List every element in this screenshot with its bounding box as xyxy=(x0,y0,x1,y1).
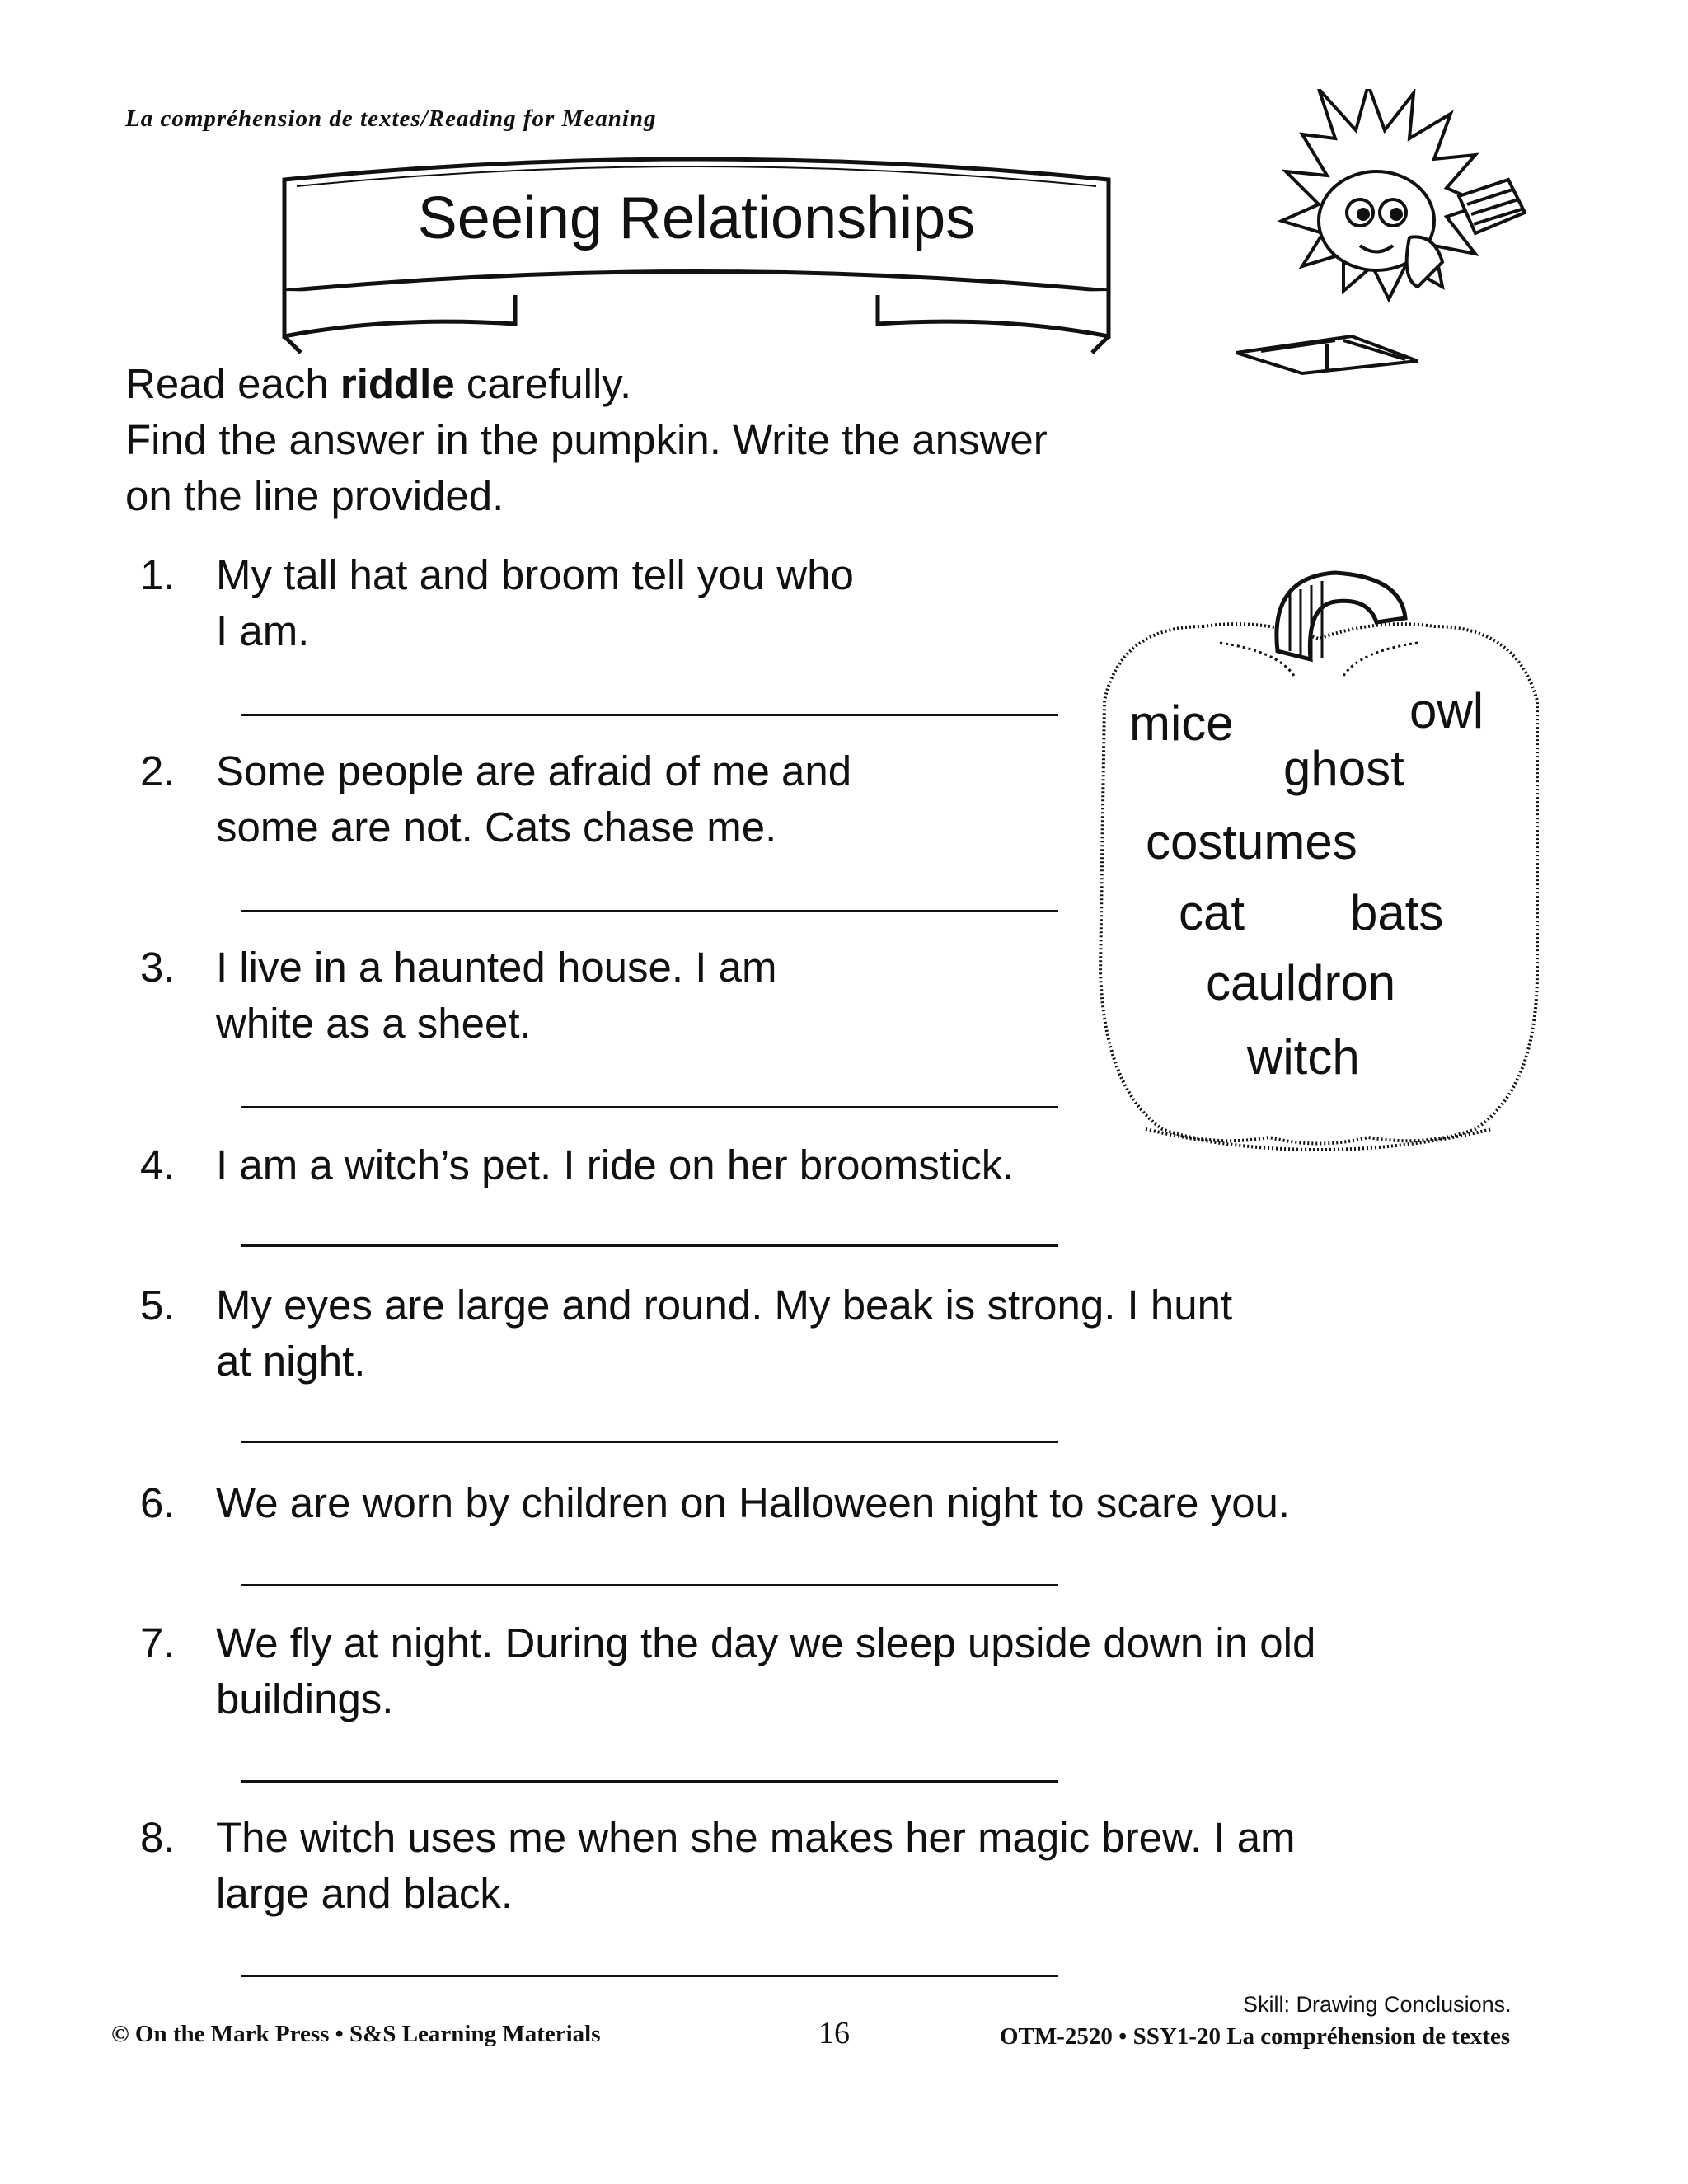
instructions-line1-post: carefully. xyxy=(454,360,632,407)
page-title: Seeing Relationships xyxy=(417,185,976,251)
instructions-line1-pre: Read each xyxy=(125,360,340,407)
question-text: My eyes are large and round. My beak is strong. I hunt at night. xyxy=(216,1282,1233,1385)
instructions xyxy=(125,356,1197,524)
word-owl: owl xyxy=(1409,683,1484,738)
header-label: La compréhension de textes/Reading for Meaning xyxy=(125,105,657,132)
reading-kid-mascot-icon xyxy=(1212,89,1558,377)
word-costumes: costumes xyxy=(1146,814,1357,869)
page-number: 16 xyxy=(818,2016,850,2050)
question-1 xyxy=(140,547,854,659)
question-text: The witch uses me when she makes her magic brew. I am large and black. xyxy=(216,1814,1296,1917)
answer-line-7[interactable] xyxy=(241,1780,1058,1783)
question-text: I am a witch’s pet. I ride on her broomstick. xyxy=(216,1141,1015,1188)
question-number: 8. xyxy=(140,1814,176,1861)
question-4 xyxy=(140,1137,1014,1193)
question-6 xyxy=(140,1475,1290,1531)
question-text: We fly at night. During the day we sleep upside down in old buildings. xyxy=(216,1619,1316,1722)
word-witch: witch xyxy=(1247,1029,1360,1085)
question-number: 5. xyxy=(140,1282,176,1329)
word-cat: cat xyxy=(1179,885,1245,940)
question-number: 7. xyxy=(140,1619,176,1666)
footer-code: OTM-2520 • SSY1-20 La compréhension de textes xyxy=(1000,2023,1511,2050)
question-number: 3. xyxy=(140,944,176,991)
word-ghost: ghost xyxy=(1283,741,1404,796)
question-number: 2. xyxy=(140,748,176,794)
instructions-keyword: riddle xyxy=(340,360,455,407)
question-number: 1. xyxy=(140,551,176,598)
question-7 xyxy=(140,1615,1315,1727)
footer-publisher: © On the Mark Press • S&S Learning Materials xyxy=(111,2021,601,2047)
instructions-line2: Find the answer in the pumpkin. Write the answer xyxy=(125,416,1048,463)
answer-line-4[interactable] xyxy=(241,1244,1058,1247)
answer-line-3[interactable] xyxy=(241,1106,1058,1108)
question-text: We are worn by children on Halloween night to scare you. xyxy=(216,1479,1291,1526)
question-8 xyxy=(140,1810,1296,1922)
answer-line-2[interactable] xyxy=(241,910,1058,912)
footer-skill: Skill: Drawing Conclusions. xyxy=(1243,1992,1512,2017)
question-2 xyxy=(140,743,851,855)
answer-line-6[interactable] xyxy=(241,1584,1058,1586)
answer-line-8[interactable] xyxy=(241,1975,1058,1977)
word-cauldron: cauldron xyxy=(1206,955,1396,1010)
word-mice: mice xyxy=(1129,696,1234,751)
question-number: 4. xyxy=(140,1141,176,1188)
question-3 xyxy=(140,940,776,1052)
question-text: I live in a haunted house. I am white as a sheet. xyxy=(216,944,777,1047)
question-text: Some people are afraid of me and some are not. Cats chase me. xyxy=(216,748,852,851)
question-5 xyxy=(140,1277,1232,1390)
word-bats: bats xyxy=(1350,885,1444,940)
instructions-line3: on the line provided. xyxy=(125,472,504,519)
answer-line-5[interactable] xyxy=(241,1441,1058,1443)
question-text: My tall hat and broom tell you who I am. xyxy=(216,551,854,654)
answer-line-1[interactable] xyxy=(241,714,1058,716)
question-number: 6. xyxy=(140,1479,176,1526)
